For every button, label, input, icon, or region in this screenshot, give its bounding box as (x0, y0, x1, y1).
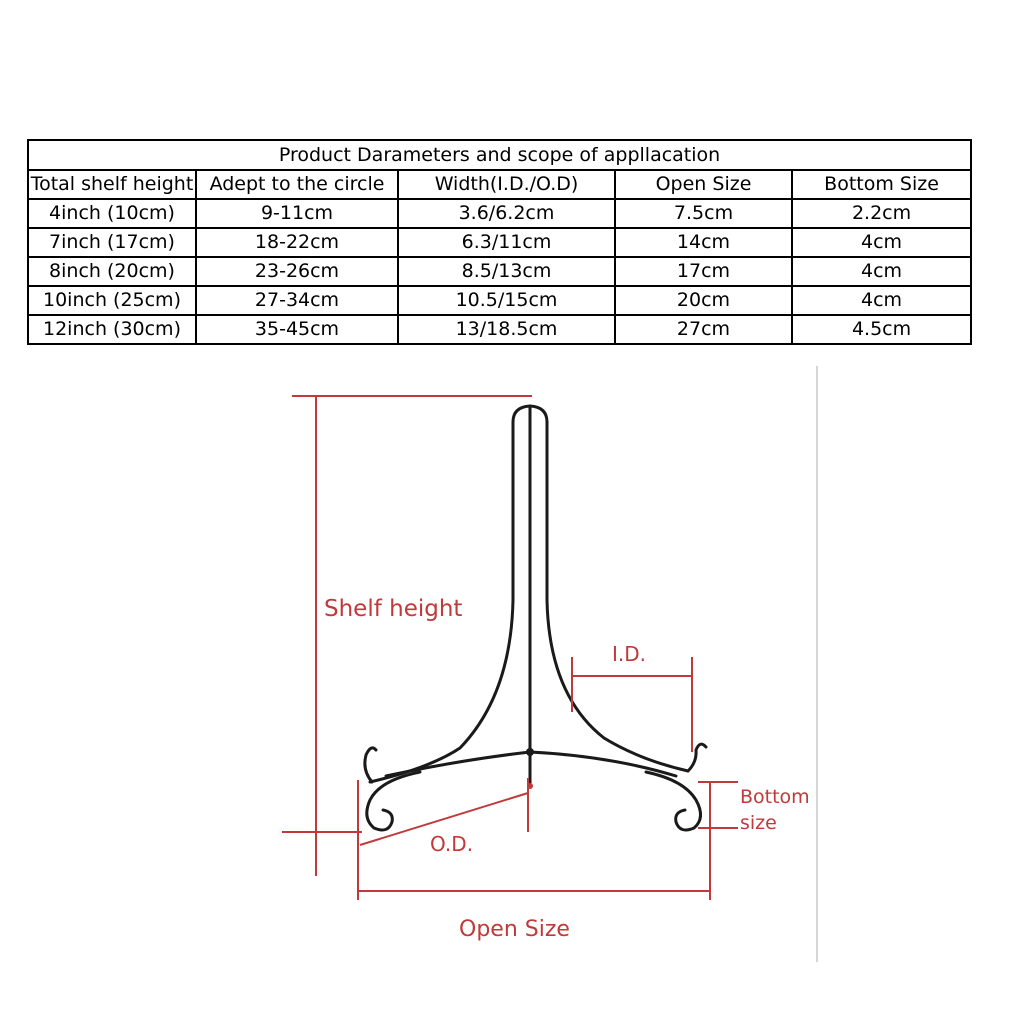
open-size-label: Open Size (459, 917, 570, 942)
cell-shelf-height: 12inch (30cm) (28, 315, 196, 344)
cell-shelf-height: 10inch (25cm) (28, 286, 196, 315)
table-header-row (28, 170, 971, 199)
cell-width: 8.5/13cm (398, 257, 615, 286)
cell-adept-circle: 18-22cm (196, 228, 398, 257)
table-row (28, 199, 971, 228)
od-label: O.D. (430, 832, 474, 856)
dimension-lines (282, 396, 738, 900)
cell-open-size: 17cm (615, 257, 792, 286)
bottom-size-label-line1: Bottom (740, 786, 810, 808)
header-total-shelf-height: Total shelf height (28, 170, 196, 199)
header-width: Width(I.D./O.D) (398, 170, 615, 199)
cell-bottom-size: 4.5cm (792, 315, 971, 344)
cell-bottom-size: 2.2cm (792, 199, 971, 228)
bottom-size-label-line2: size (740, 812, 777, 834)
cell-open-size: 14cm (615, 228, 792, 257)
header-open-size: Open Size (615, 170, 792, 199)
table-row (28, 315, 971, 344)
table-title-row (28, 140, 971, 170)
table-row (28, 257, 971, 286)
table-row (28, 286, 971, 315)
cell-open-size: 20cm (615, 286, 792, 315)
spec-table (27, 139, 972, 345)
cell-open-size: 7.5cm (615, 199, 792, 228)
header-adept-to-circle: Adept to the circle (196, 170, 398, 199)
cell-open-size: 27cm (615, 315, 792, 344)
cell-width: 13/18.5cm (398, 315, 615, 344)
cell-bottom-size: 4cm (792, 228, 971, 257)
cell-shelf-height: 7inch (17cm) (28, 228, 196, 257)
cell-adept-circle: 35-45cm (196, 315, 398, 344)
cell-shelf-height: 4inch (10cm) (28, 199, 196, 228)
stand-dimension-diagram (0, 360, 1024, 1024)
cell-bottom-size: 4cm (792, 286, 971, 315)
cell-adept-circle: 27-34cm (196, 286, 398, 315)
id-label: I.D. (612, 642, 647, 666)
cell-adept-circle: 23-26cm (196, 257, 398, 286)
shelf-height-label: Shelf height (324, 596, 463, 622)
cell-width: 3.6/6.2cm (398, 199, 615, 228)
cell-adept-circle: 9-11cm (196, 199, 398, 228)
hub-joint (526, 748, 534, 756)
table-row (28, 228, 971, 257)
table-title: Product Darameters and scope of appllacation (28, 140, 971, 170)
cell-width: 6.3/11cm (398, 228, 615, 257)
cell-shelf-height: 8inch (20cm) (28, 257, 196, 286)
cell-width: 10.5/15cm (398, 286, 615, 315)
header-bottom-size: Bottom Size (792, 170, 971, 199)
cell-bottom-size: 4cm (792, 257, 971, 286)
